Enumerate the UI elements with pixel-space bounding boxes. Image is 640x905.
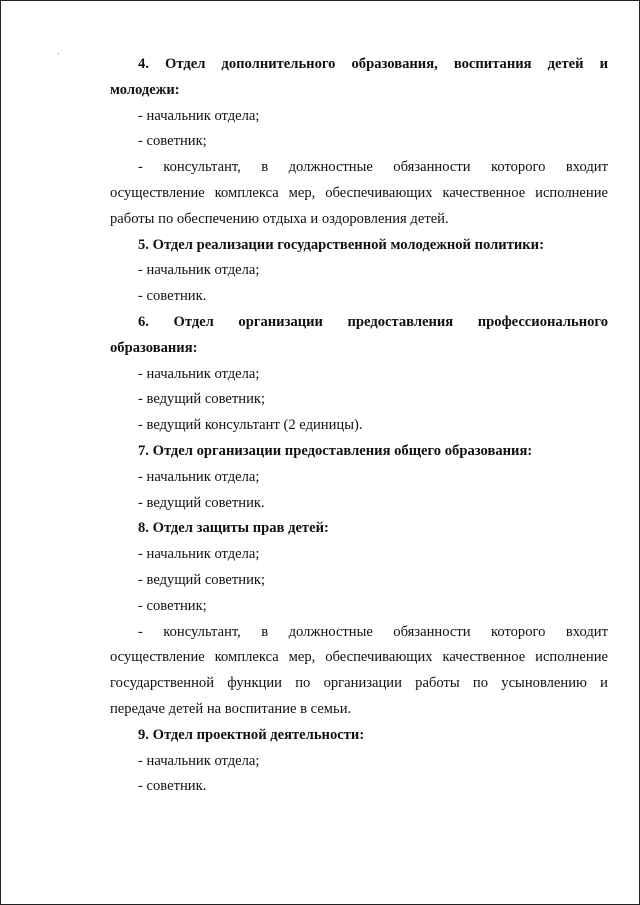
section-heading: 7. Отдел организации предоставления общего образования: — [138, 442, 533, 459]
list-item: - начальник отдела; — [138, 262, 260, 279]
section-9 — [110, 723, 608, 800]
list-item: - консультант, в должностные обязанности которого входит — [138, 159, 608, 176]
list-item: - советник. — [138, 288, 207, 305]
list-item: - начальник отдела; — [138, 468, 260, 485]
list-item-continuation: осуществление комплекса мер, обеспечивающих качественное исполнение — [110, 184, 608, 201]
list-item: - советник. — [138, 778, 207, 795]
section-7 — [110, 439, 608, 516]
list-item-continuation: передаче детей на воспитание в семьи. — [110, 700, 352, 717]
section-heading-continuation: образования: — [110, 339, 198, 356]
section-4 — [110, 52, 608, 233]
list-item-continuation: осуществление комплекса мер, обеспечивающих качественное исполнение — [110, 649, 608, 666]
section-5 — [110, 233, 608, 310]
list-item: - советник; — [138, 597, 207, 614]
list-item-continuation: государственной функции по организации работы по усыновлению и — [110, 675, 608, 692]
section-heading: 4. Отдел дополнительного образования, воспитания детей и — [138, 56, 608, 72]
list-item: - начальник отдела; — [138, 107, 260, 124]
list-item: - ведущий советник. — [138, 494, 265, 511]
list-item: - консультант, в должностные обязанности которого входит — [138, 623, 608, 640]
section-heading: 8. Отдел защиты прав детей: — [138, 520, 329, 537]
list-item: - ведущий консультант (2 единицы). — [138, 417, 363, 434]
list-item: - начальник отдела; — [138, 752, 260, 769]
section-8 — [110, 516, 608, 722]
list-item: - советник; — [138, 133, 207, 150]
list-item: - начальник отдела; — [138, 546, 260, 563]
section-heading-continuation: молодежи: — [110, 81, 180, 98]
section-heading: 6. Отдел организации предоставления профессионального — [138, 313, 608, 330]
list-item: - ведущий советник; — [138, 571, 266, 588]
list-item: - начальник отдела; — [138, 365, 260, 382]
section-heading: 9. Отдел проектной деятельности: — [138, 726, 365, 743]
section-6 — [110, 310, 608, 439]
scan-speck — [58, 53, 59, 54]
document-body — [110, 52, 608, 800]
section-heading: 5. Отдел реализации государственной молодежной политики: — [138, 236, 544, 253]
list-item-continuation: работы по обеспечению отдыха и оздоровления детей. — [110, 210, 449, 227]
list-item: - ведущий советник; — [138, 391, 266, 408]
